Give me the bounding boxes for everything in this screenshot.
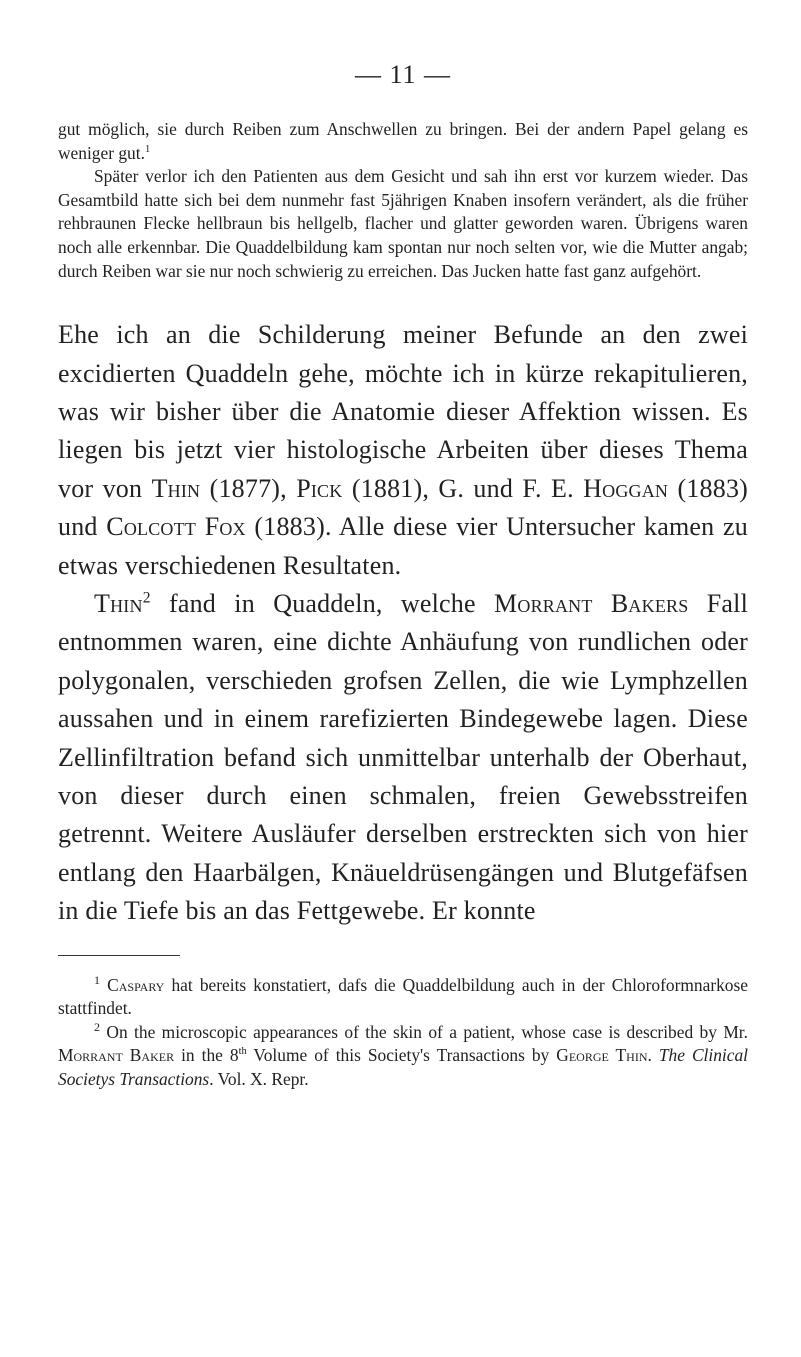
author-name: Morrant Bakers [494, 589, 689, 618]
author-name: Pick [296, 473, 343, 503]
intro-paragraph-1: gut möglich, sie durch Reiben zum Anschwellen zu bringen. Bei der andern Papel gelang es weniger gut.$^1$ [58, 119, 748, 163]
main-paragraph-2: Thin$^2$ fand in Quaddeln, welche Morrant Bakers Fall entnommen waren, eine dichte Anhäufung von rundlichen oder polygonalen, verschieden grofsen Zellen, die wie Lymphzellen aussahen und in einem rarefizierten Bindegewebe lagen. Diese Zellinfiltration befand sich unmittelbar unterhalb der Oberhaut, von dieser durch einen schmalen, freien Gewebsstreifen getrennt. Weitere Ausläufer derselben erstreckten sich von hier entlang den Haarbälgen, Knäueldrüsengängen und Blutgefäfsen in die Tiefe bis an das Fettgewebe. Er konnte [58, 589, 748, 926]
footnote-ref-2[interactable]: 2 [142, 589, 151, 607]
footnote-mark: 1 [94, 972, 100, 987]
journal-title: The Clinical Societys Transactions [58, 1045, 748, 1090]
author-name: George Thin [556, 1045, 648, 1066]
author-name: Caspary [107, 974, 165, 995]
footnotes [58, 974, 748, 1092]
footnote-divider [58, 955, 180, 956]
footnote-ref-1[interactable]: 1 [144, 143, 151, 155]
document-page [58, 60, 748, 1092]
intro-section [58, 118, 748, 283]
author-name: Colcott Fox [106, 512, 246, 542]
author-name: Morrant Baker [58, 1045, 175, 1066]
main-paragraph-1: Ehe ich an die Schilderung meiner Befunde an den zwei excidierten Quaddeln gehe, möchte ich in kürze rekapitulieren, was wir bisher über die Anatomie dieser Affektion wissen. Es liegen bis jetzt vier histologische Arbeiten über dieses Thema vor von Thin (1877), Pick (1881), G. und F. E. Hoggan (1883) und Colcott Fox (1883). Alle diese vier Untersucher kamen zu etwas verschiedenen Resultaten. [58, 320, 749, 580]
footnote-1: $^1$ Caspary hat bereits konstatiert, dafs die Quaddelbildung auch in der Chloroformnarkose stattfindet. [58, 972, 748, 1019]
footnote-mark: 2 [94, 1020, 100, 1035]
author-name: Thin [151, 473, 201, 503]
author-name: Hoggan [583, 473, 669, 503]
author-name: Thin [94, 589, 143, 618]
page-number: — 11 — [354, 60, 452, 89]
main-section [58, 316, 748, 931]
intro-paragraph-2: Später verlor ich den Patienten aus dem Gesicht und sah ihn erst vor kurzem wieder. Das Gesamtbild hatte sich bei dem nunmehr fast 5jährigen Knaben insofern verändert, als die früher rehbraunen Flecke hellbraun bis hellgelb, flacher und glatter geworden waren. Übrigens waren noch alle erkennbar. Die Quaddelbildung kam spontan nur noch selten vor, wie die Mutter angab; durch Reiben war sie nur noch schwierig zu erreichen. Das Jucken hatte fast ganz aufgehört. [58, 166, 748, 281]
footnote-2: $^2$ On the microscopic appearances of the skin of a patient, whose case is described by Mr. Morrant Baker in the 8th Volume of this Society's Transactions by George Thin. The Clinical Societys Transactions. Vol. X. Repr. [58, 1020, 748, 1090]
